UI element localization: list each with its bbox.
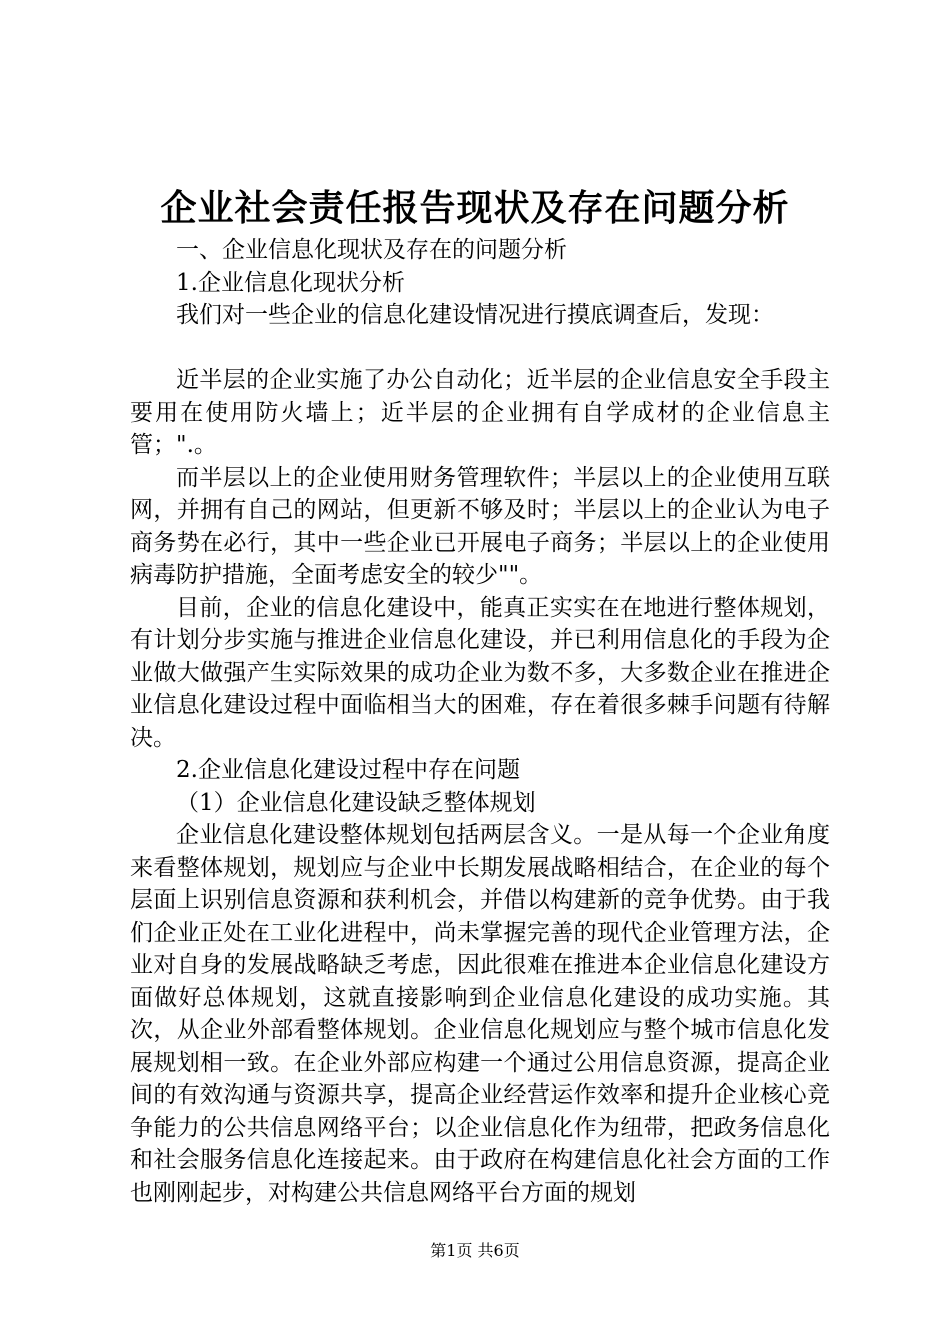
- document-body: [130, 234, 830, 1209]
- subsection-heading: 1.企业信息化现状分析: [176, 269, 405, 296]
- subsection-heading: （1）企业信息化建设缺乏整体规划: [176, 789, 536, 816]
- paragraph: 目前，企业的信息化建设中，能真正实实在在地进行整体规划，有计划分步实施与推进企业信息化建设，并已利用信息化的手段为企业做大做强产生实际效果的成功企业为数不多，大多数企业在推进企业信息化建设过程中面临相当大的困难，存在着很多棘手问题有待解决。: [130, 594, 830, 751]
- paragraph: 近半层的企业实施了办公自动化；近半层的企业信息安全手段主要用在使用防火墙上；近半层的企业拥有自学成材的企业信息主管；".。: [130, 367, 830, 458]
- paragraph: 企业信息化建设整体规划包括两层含义。一是从每一个企业角度来看整体规划，规划应与企业中长期发展战略相结合，在企业的每个层面上识别信息资源和获利机会，并借以构建新的竞争优势。由于我们企业正处在工业化进程中，尚未掌握完善的现代企业管理方法，企业对自身的发展战略缺乏考虑，因此很难在推进本企业信息化建设方面做好总体规划，这就直接影响到企业信息化建设的成功实施。其次，从企业外部看整体规划。企业信息化规划应与整个城市信息化发展规划相一致。在企业外部应构建一个通过公用信息资源，提高企业间的有效沟通与资源共享，提高企业经营运作效率和提升企业核心竞争能力的公共信息网络平台；以企业信息化作为纽带，把政务信息化和社会服务信息化连接起来。由于政府在构建信息化社会方面的工作也刚刚起步，对构建公共信息网络平台方面的规划: [130, 822, 830, 1206]
- document-title: 企业社会责任报告现状及存在问题分析: [160, 187, 790, 229]
- section-heading: 一、企业信息化现状及存在的问题分析: [176, 237, 567, 263]
- paragraph: 我们对一些企业的信息化建设情况进行摸底调查后，发现：: [176, 302, 774, 328]
- subsection-heading: 2.企业信息化建设过程中存在问题: [176, 757, 520, 783]
- page-footer: 第1页 共6页: [430, 1241, 520, 1260]
- paragraph: 而半层以上的企业使用财务管理软件；半层以上的企业使用互联网，并拥有自己的网站，但更新不够及时；半层以上的企业认为电子商务势在必行，其中一些企业已开展电子商务；半层以上的企业使用病毒防护措施，全面考虑安全的较少""。: [130, 464, 830, 588]
